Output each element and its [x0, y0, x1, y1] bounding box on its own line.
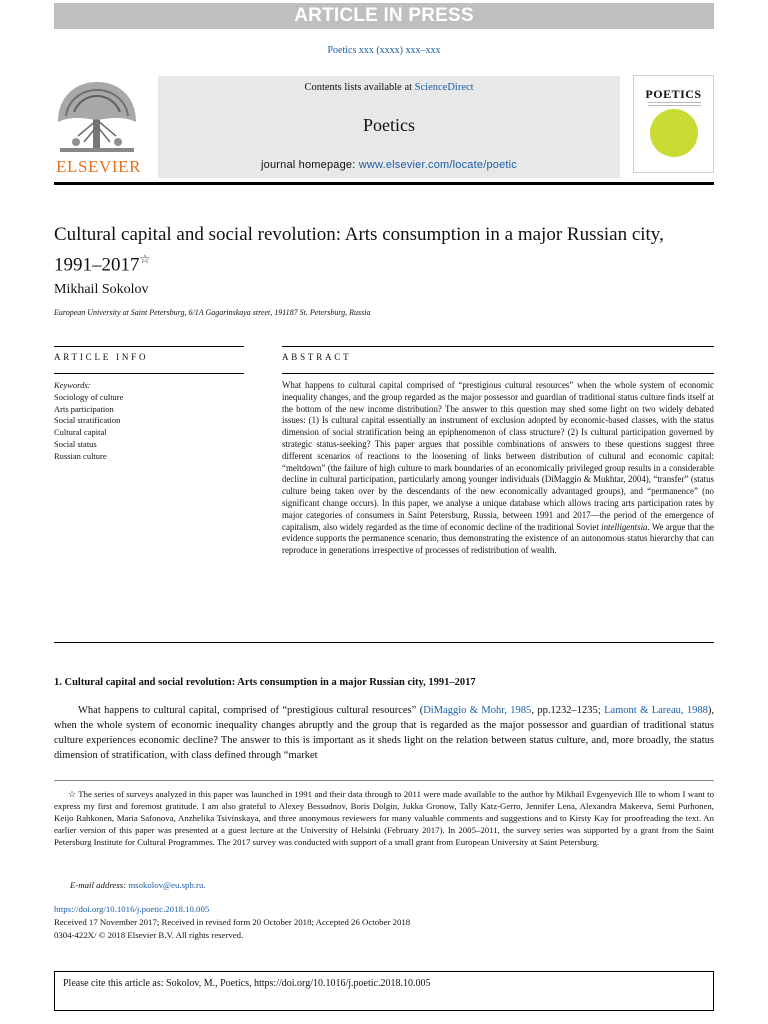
abstract-italic-term: intelligentsia [601, 521, 648, 532]
paragraph-text: ), when the whole system of economic inequality changes abruptly and the group that is regarded as the major possessor and guardian of traditional status culture experiences economic decline? The answer to this is important as it sheds light on the relation between status culture, and, more broadly, the status dimension of stratification, with class defined through “market [54, 705, 715, 761]
abstract-text-part: . We argue that the evidence supports the permanence scenario, thus demonstrating the existence of an autonomous status hierarchy that can reproduce in generations irrespective of processes of redistribution of wealth. [282, 521, 714, 556]
article-info-top-rule [54, 346, 244, 347]
citation-link[interactable]: DiMaggio & Mohr, 1985 [423, 705, 532, 716]
email-line [70, 880, 206, 890]
journal-homepage [158, 159, 620, 171]
citation-box [54, 971, 714, 1011]
homepage-link[interactable]: www.elsevier.com/locate/poetic [358, 159, 517, 171]
journal-title: Poetics [363, 115, 415, 135]
journal-reference-link[interactable]: Poetics xxx (xxxx) xxx–xxx [327, 45, 441, 56]
section-1-title: 1. Cultural capital and social revolution: Arts consumption in a major Russian city, 1991–2017 [54, 677, 476, 688]
keyword-item: Social stratification [54, 415, 121, 426]
keyword-item: Social status [54, 438, 97, 449]
contents-prefix: Contents lists available at [304, 82, 415, 93]
contents-line [158, 82, 620, 93]
abstract-heading: ABSTRACT [282, 352, 352, 362]
cover-rule [648, 105, 701, 106]
elsevier-logo [54, 76, 144, 176]
cover-disc-graphic [650, 109, 698, 157]
received-dates: Received 17 November 2017; Received in revised form 20 October 2018; Accepted 26 October 2018 [54, 917, 411, 927]
author-affiliation: European University at Saint Petersburg, 6/1A Gagarinskaya street, 191187 St. Petersburg, Russia [54, 308, 371, 317]
journal-cover-thumbnail [633, 75, 714, 173]
author-name: Mikhail Sokolov [54, 282, 149, 297]
copyright-line: 0304-422X/ © 2018 Elsevier B.V. All rights reserved. [54, 930, 244, 940]
keywords-label: Keywords: [54, 380, 91, 390]
abstract-bottom-rule [54, 642, 714, 643]
article-info-rule [54, 373, 244, 374]
article-title [54, 223, 694, 277]
banner-text: ARTICLE IN PRESS [294, 5, 474, 26]
cover-rule [648, 102, 701, 103]
header-rule [54, 182, 714, 185]
paragraph-text: What happens to cultural capital, comprised of “prestigious cultural resources” ( [78, 705, 424, 716]
article-info-heading: ARTICLE INFO [54, 352, 149, 362]
journal-header-panel [158, 76, 620, 178]
keyword-item: Arts participation [54, 403, 114, 414]
article-in-press-banner [54, 3, 714, 29]
email-link[interactable]: msokolov@eu.spb.ru. [128, 880, 206, 890]
sciencedirect-link[interactable]: ScienceDirect [414, 82, 474, 93]
article-title-text: Cultural capital and social revolution: Arts consumption in a major Russian city, 1991–2017 [54, 224, 664, 276]
abstract-text-part: What happens to cultural capital comprised of “prestigious cultural resources” when the whole system of economic inequality changes, and the group regarded as the major possessor and guardian of traditional status culture finds itself at the bottom of the new income distribution? The answer to this question may shed some light on two widely debated issues: (1) Is cultural capital essentially an instrument of exclusion adopted by economic-based classes, with the status dimension of social stratification being an epiphenomenon of class structure? (2) Is cultural participation governed by strategic status-seeking? This paper argues that possible combinations of answers to these questions suggest three different scenarios of reactions to the loosening of links between distribution of cultural and economic capital: “meltdown” (the failure of high culture to mark boundaries of an economically privileged group results in a considerable decline in cultural participation, particularly among younger individuals (DiMaggio & Mukhtar, 2004), “transfer” (status culture being taken over by the descendants of the new economically advantaged groups), and “permanence” (no significant change occurs). In this paper, we analyse a unique database which allows tracing arts participation rates by major categories of consumers in Saint Petersburg, Russia, between 1991 and 2017—the period of the emergence of capitalism, also widely regarded as the time of economic decline of the traditional Soviet [282, 380, 714, 532]
footnote-rule [54, 780, 714, 781]
keyword-item: Sociology of culture [54, 391, 124, 402]
elsevier-tree-icon [54, 76, 140, 154]
paragraph-text: , pp.1232–1235; [531, 705, 605, 716]
abstract-top-rule [282, 346, 714, 347]
doi-link[interactable]: https://doi.org/10.1016/j.poetic.2018.10.005 [54, 904, 210, 914]
abstract-rule [282, 373, 714, 374]
section-1-paragraph [54, 703, 714, 763]
acknowledgement-footnote: ☆ The series of surveys analyzed in this paper was launched in 1991 and their data through to 2011 were made available to the author by Mikhail Evgenyevich Ille to whom I want to express my first and foremost gratitude. I am also grateful to Alexey Bessudnov, Boris Dolgin, Jukka Gronow, Tally Katz-Gerro, Jennifer Lena, Alexandra Makeeva, Semi Purhonen, Keijo Rahkonen, Maria Safonova, Anzhelika Tsivinskaya, and three anonymous reviewers for many valuable comments and suggestions and to Kirsty Kay for proofreading the text. An earlier version of this paper was presented at a guest lecture at the University of Helsinki (February 2017). In 2005–2011, the survey series was supported by a grant from the Saint Petersburg Institute for Cultural Programmes. The 2017 survey was conducted with support of a small grant from European University at Saint Petersburg. [54, 789, 714, 847]
keywords-list [54, 380, 123, 463]
citation-text: Please cite this article as: Sokolov, M., Poetics, https://doi.org/10.1016/j.poetic.2018.10.005 [63, 978, 431, 989]
email-label: E-mail address: [70, 880, 127, 890]
publisher-name: ELSEVIER [56, 157, 142, 176]
abstract-text [282, 380, 714, 557]
title-footnote-mark[interactable]: ☆ [139, 252, 151, 266]
citation-link[interactable]: Lamont & Lareau, 1988 [604, 705, 708, 716]
keyword-item: Russian culture [54, 450, 107, 461]
cover-title: POETICS [645, 87, 702, 101]
homepage-prefix: journal homepage: [260, 159, 359, 171]
keyword-item: Cultural capital [54, 427, 107, 438]
